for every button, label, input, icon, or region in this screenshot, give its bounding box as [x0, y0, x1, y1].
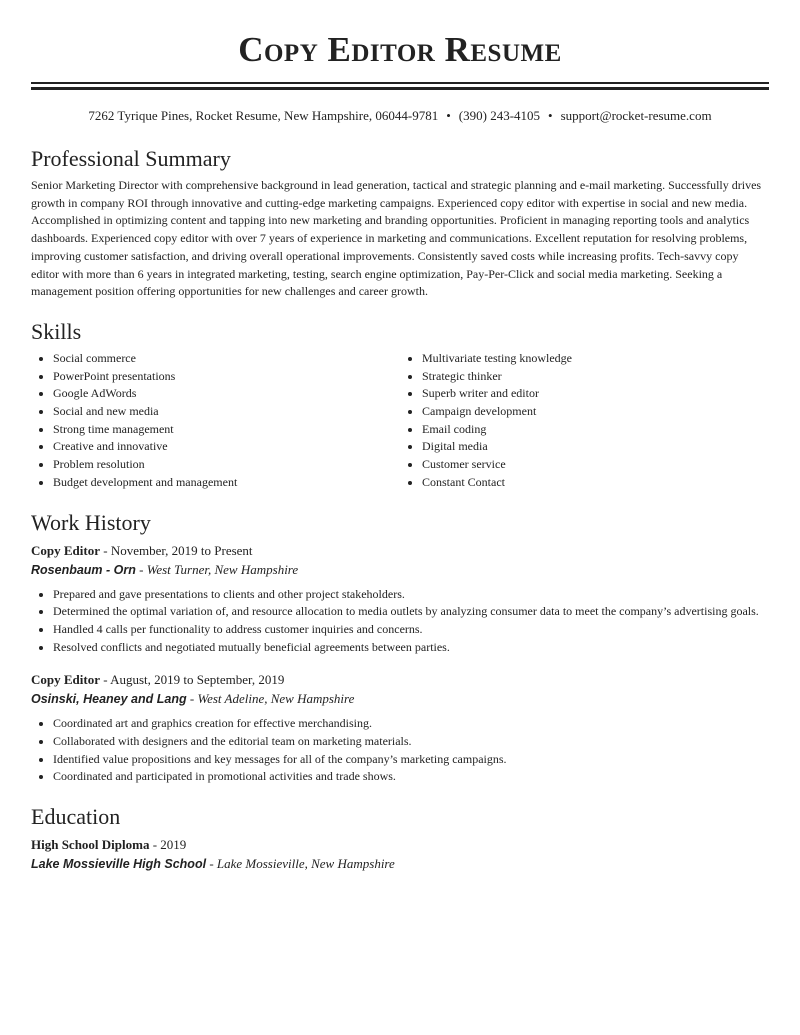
section-heading: Professional Summary — [31, 146, 231, 171]
company-line — [31, 560, 769, 580]
school-location: - Lake Mossieville, New Hampshire — [206, 856, 395, 872]
job-location: - West Adeline, New Hampshire — [186, 691, 355, 707]
degree: High School Diploma — [31, 837, 150, 853]
separator: • — [446, 108, 451, 123]
job-title: Copy Editor — [31, 672, 100, 688]
list-item: • PowerPoint presentations — [53, 368, 400, 386]
list-item: • Multivariate testing knowledge — [422, 350, 769, 368]
job-dates: - November, 2019 to Present — [99, 542, 253, 558]
work-section — [31, 509, 769, 787]
skills-right — [400, 350, 769, 492]
list-item: • Collaborated with designers and the editorial team on marketing materials. — [53, 733, 769, 751]
email: support@rocket-resume.com — [560, 108, 712, 123]
list-item: • Google AdWords — [53, 385, 400, 403]
summary-section — [31, 145, 769, 301]
list-item: • Constant Contact — [422, 474, 769, 492]
job-dates: - August, 2019 to September, 2019 — [99, 672, 285, 688]
list-item: • Budget development and management — [53, 474, 400, 492]
phone: (390) 243-4105 — [458, 108, 541, 123]
degree-line — [31, 835, 769, 854]
year: - 2019 — [149, 837, 187, 853]
job-bullets — [31, 715, 769, 786]
list-item: • Customer service — [422, 456, 769, 474]
divider — [31, 82, 769, 84]
list-item: • Social and new media — [53, 403, 400, 421]
company: Rosenbaum - Orn — [31, 562, 136, 577]
list-item: • Email coding — [422, 421, 769, 439]
contact-line — [31, 107, 769, 125]
list-item: • Determined the optimal variation of, and resource allocation to media outlets by analyzing consumer data to meet the company’s advertising goals. — [53, 603, 769, 621]
job-entry — [31, 670, 769, 786]
job-bullets — [31, 586, 769, 657]
company-line — [31, 689, 769, 709]
list-item: • Prepared and gave presentations to clients and other project stakeholders. — [53, 586, 769, 604]
section-heading: Education — [31, 804, 121, 830]
list-item: • Creative and innovative — [53, 438, 400, 456]
section-heading: Work History — [31, 509, 151, 535]
list-item: • Handled 4 calls per functionality to address customer inquiries and concerns. — [53, 621, 769, 639]
list-item: • Coordinated art and graphics creation for effective merchandising. — [53, 715, 769, 733]
list-item: • Campaign development — [422, 403, 769, 421]
education-section — [31, 803, 769, 874]
section-heading: Skills — [31, 318, 82, 344]
address: 7262 Tyrique Pines, Rocket Resume, New Hampshire, 06044-9781 — [88, 108, 439, 123]
school: Lake Mossieville High School — [31, 857, 207, 872]
job-title-line — [31, 541, 769, 560]
list-item: • Identified value propositions and key messages for all of the company’s marketing campaigns. — [53, 751, 769, 769]
skills-left — [31, 350, 400, 492]
job-title: Copy Editor — [31, 542, 100, 558]
list-item: • Digital media — [422, 438, 769, 456]
job-location: - West Turner, New Hampshire — [135, 561, 299, 577]
separator: • — [548, 108, 553, 123]
job-entry — [31, 541, 769, 657]
divider — [31, 87, 769, 90]
list-item: • Coordinated and participated in promotional activities and trade shows. — [53, 768, 769, 786]
list-item: • Problem resolution — [53, 456, 400, 474]
job-title-line — [31, 670, 769, 689]
list-item: • Social commerce — [53, 350, 400, 368]
list-item: • Strategic thinker — [422, 368, 769, 386]
skills-section — [31, 318, 769, 492]
summary-text: Senior Marketing Director with comprehensive background in lead generation, tactical and strategic planning and e-mail marketing. Successfully drives growth in company ROI through innovative and cutting-edge marketing campaigns. Experienced copy editor with expertise in social and new media. Accomplished in optimizing content and tapping into new marketing and branding opportunities. Proficient in managing reporting tools and analytics dashboards. Experienced copy editor with over 7 years of experience in marketing and communications. Excellent reputation for resolving problems, improving customer satisfaction, and driving overall operational improvements. Consistently saved costs while increasing profits. Tech-savvy copy editor with more than 6 years in integrated marketing, testing, search engine optimization, Pay-Per-Click and social media marketing. Seeking a management position offering opportunities for new challenges and career growth. — [31, 178, 762, 299]
company: Osinski, Heaney and Lang — [31, 692, 187, 707]
school-line — [31, 854, 769, 874]
list-item: • Superb writer and editor — [422, 385, 769, 403]
list-item: • Resolved conflicts and negotiated mutually beneficial agreements between parties. — [53, 639, 769, 657]
resume-title: Copy Editor Resume — [238, 30, 562, 69]
list-item: • Strong time management — [53, 421, 400, 439]
